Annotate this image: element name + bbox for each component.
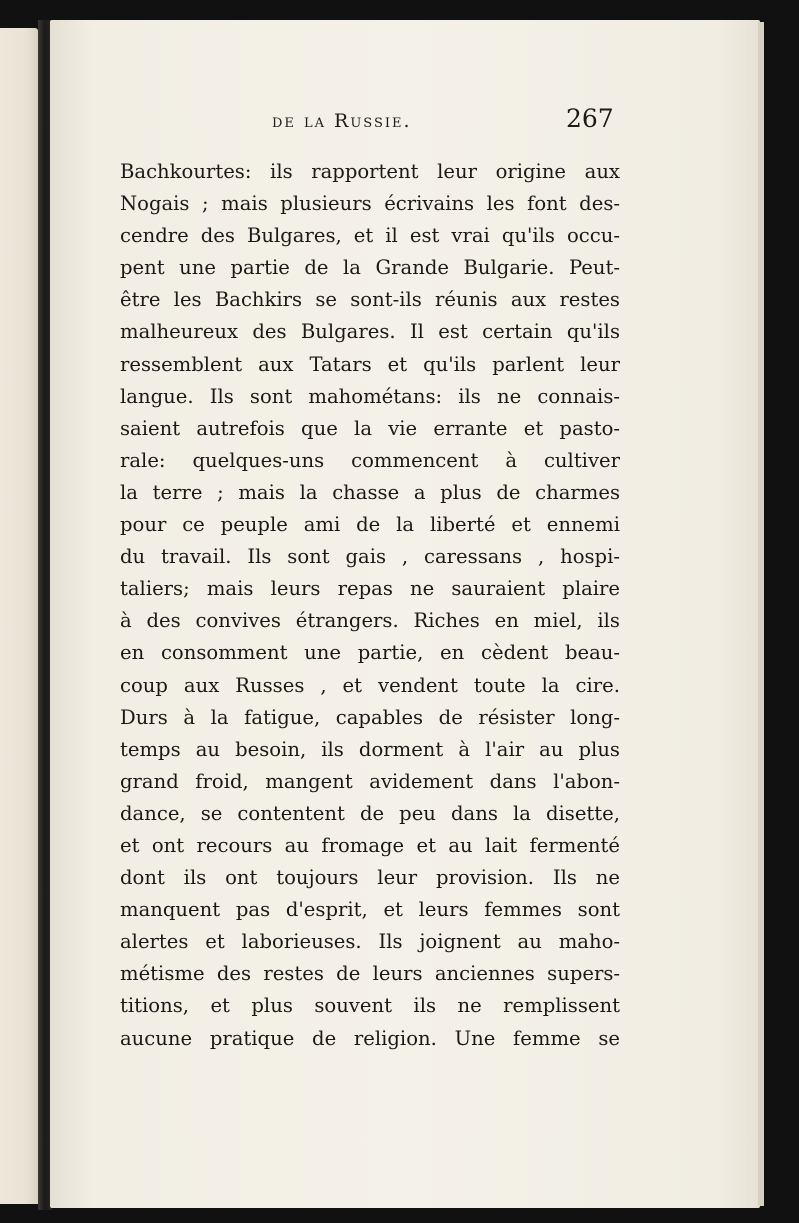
text-line: grand froid, mangent avidement dans l'abon- bbox=[120, 769, 620, 793]
body-text bbox=[120, 156, 620, 1055]
text-line: ressemblent aux Tatars et qu'ils parlent leur bbox=[120, 352, 620, 376]
text-line: en consomment une partie, en cèdent beau- bbox=[120, 641, 620, 665]
facing-page-edge bbox=[0, 28, 38, 1204]
text-line: saient autrefois que la vie errante et pasto- bbox=[120, 416, 620, 440]
text-line: pour ce peuple ami de la liberté et ennemi bbox=[120, 513, 620, 537]
text-line: métisme des restes de leurs anciennes supers- bbox=[120, 962, 620, 986]
page-header bbox=[0, 100, 799, 140]
text-line: dont ils ont toujours leur provision. Ils ne bbox=[120, 866, 620, 890]
text-line: Bachkourtes: ils rapportent leur origine aux bbox=[120, 160, 620, 183]
text-line: dance, se contentent de peu dans la disette, bbox=[120, 801, 620, 825]
text-line: taliers; mais leurs repas ne sauraient plaire bbox=[120, 577, 620, 601]
text-line: cendre des Bulgares, et il est vrai qu'ils occu- bbox=[120, 224, 620, 248]
text-line: coup aux Russes , et vendent toute la cire. bbox=[120, 673, 620, 697]
running-title: de la Russie. bbox=[272, 110, 412, 132]
text-line: et ont recours au fromage et au lait fermenté bbox=[120, 833, 620, 857]
text-line: pent une partie de la Grande Bulgarie. Peut- bbox=[120, 256, 620, 280]
text-line: être les Bachkirs se sont-ils réunis aux restes bbox=[120, 288, 620, 312]
text-line: aucune pratique de religion. Une femme se bbox=[120, 1026, 620, 1050]
text-line: du travail. Ils sont gais , caressans , hospi- bbox=[120, 545, 620, 569]
page-fore-edge bbox=[758, 22, 764, 1206]
text-line: langue. Ils sont mahométans: ils ne connais- bbox=[120, 384, 620, 408]
text-line: alertes et laborieuses. Ils joignent au maho- bbox=[120, 930, 620, 954]
text-line: rale: quelques-uns commencent à cultiver bbox=[120, 448, 620, 472]
text-line: à des convives étrangers. Riches en miel, ils bbox=[120, 609, 620, 633]
text-line: temps au besoin, ils dorment à l'air au plus bbox=[120, 737, 620, 761]
text-line: Durs à la fatigue, capables de résister long- bbox=[120, 705, 620, 729]
text-line: malheureux des Bulgares. Il est certain qu'ils bbox=[120, 320, 620, 344]
text-line: la terre ; mais la chasse a plus de charmes bbox=[120, 480, 620, 504]
text-line: manquent pas d'esprit, et leurs femmes sont bbox=[120, 898, 620, 922]
text-line: Nogais ; mais plusieurs écrivains les font des- bbox=[120, 192, 620, 216]
page-number: 267 bbox=[566, 104, 614, 133]
text-line: titions, et plus souvent ils ne remplissent bbox=[120, 994, 620, 1018]
